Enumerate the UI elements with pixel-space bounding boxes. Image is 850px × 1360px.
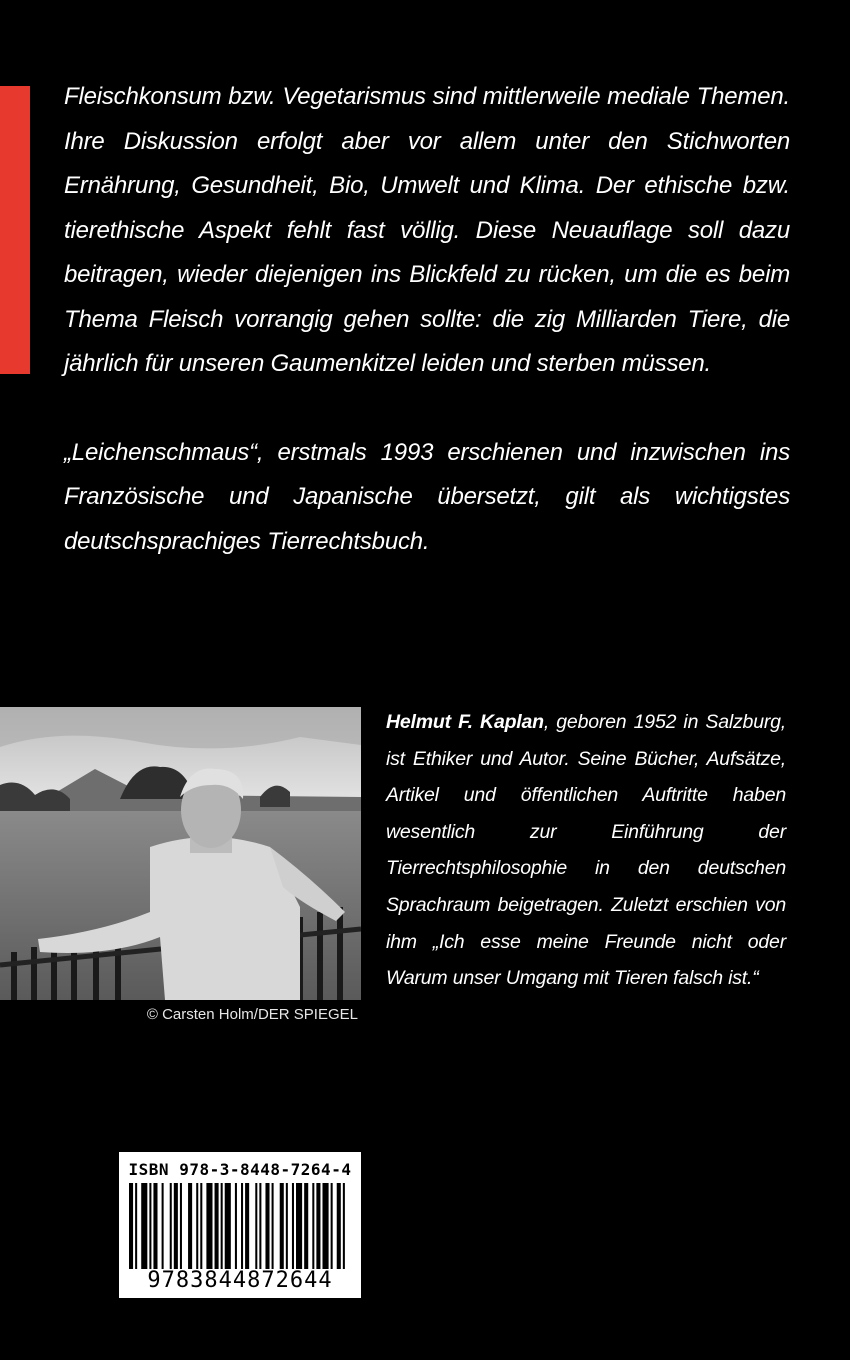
author-name: Helmut F. Kaplan <box>386 711 544 733</box>
back-cover-blurb <box>64 75 790 564</box>
author-bio-text: , geboren 1952 in Salzburg, ist Ethiker und Autor. Seine Bücher, Aufsätze, Artikel und öffentlichen Auftritte haben wesentlich zur Einführung der Tierrechtsphilosophie in den deutschen Sprachraum beigetragen. Zuletzt erschien von ihm „Ich esse meine Freunde nicht oder Warum unser Umgang mit Tieren falsch ist.“ <box>386 711 786 990</box>
blurb-paragraph-2: „Leichenschmaus“, erstmals 1993 erschienen und inzwischen ins Französische und Japanische übersetzt, gilt als wichtigstes deutschsprachiges Tierrechtsbuch. <box>64 438 790 555</box>
red-accent-bar <box>0 86 30 374</box>
barcode-bars <box>129 1183 351 1269</box>
photo-credit: © Carsten Holm/DER SPIEGEL <box>146 1006 358 1023</box>
ean-digits: 9783844872644 <box>147 1268 333 1293</box>
isbn-barcode <box>119 1152 361 1298</box>
isbn-label: ISBN 978-3-8448-7264-4 <box>128 1160 352 1179</box>
blurb-paragraph-1: Fleischkonsum bzw. Vegetarismus sind mittlerweile mediale Themen. Ihre Diskussion erfolgt aber vor allem unter den Stichworten Ernährung, Gesundheit, Bio, Umwelt und Klima. Der ethische bzw. tierethische Aspekt fehlt fast völlig. Diese Neuauflage soll dazu beitragen, wieder diejenigen ins Blickfeld zu rücken, um die es beim Thema Fleisch vorrangig gehen sollte: die zig Milliarden Tiere, die jährlich für unseren Gaumenkitzel leiden und sterben müssen. <box>64 83 790 377</box>
author-photo <box>0 707 361 1000</box>
author-bio <box>386 704 786 997</box>
